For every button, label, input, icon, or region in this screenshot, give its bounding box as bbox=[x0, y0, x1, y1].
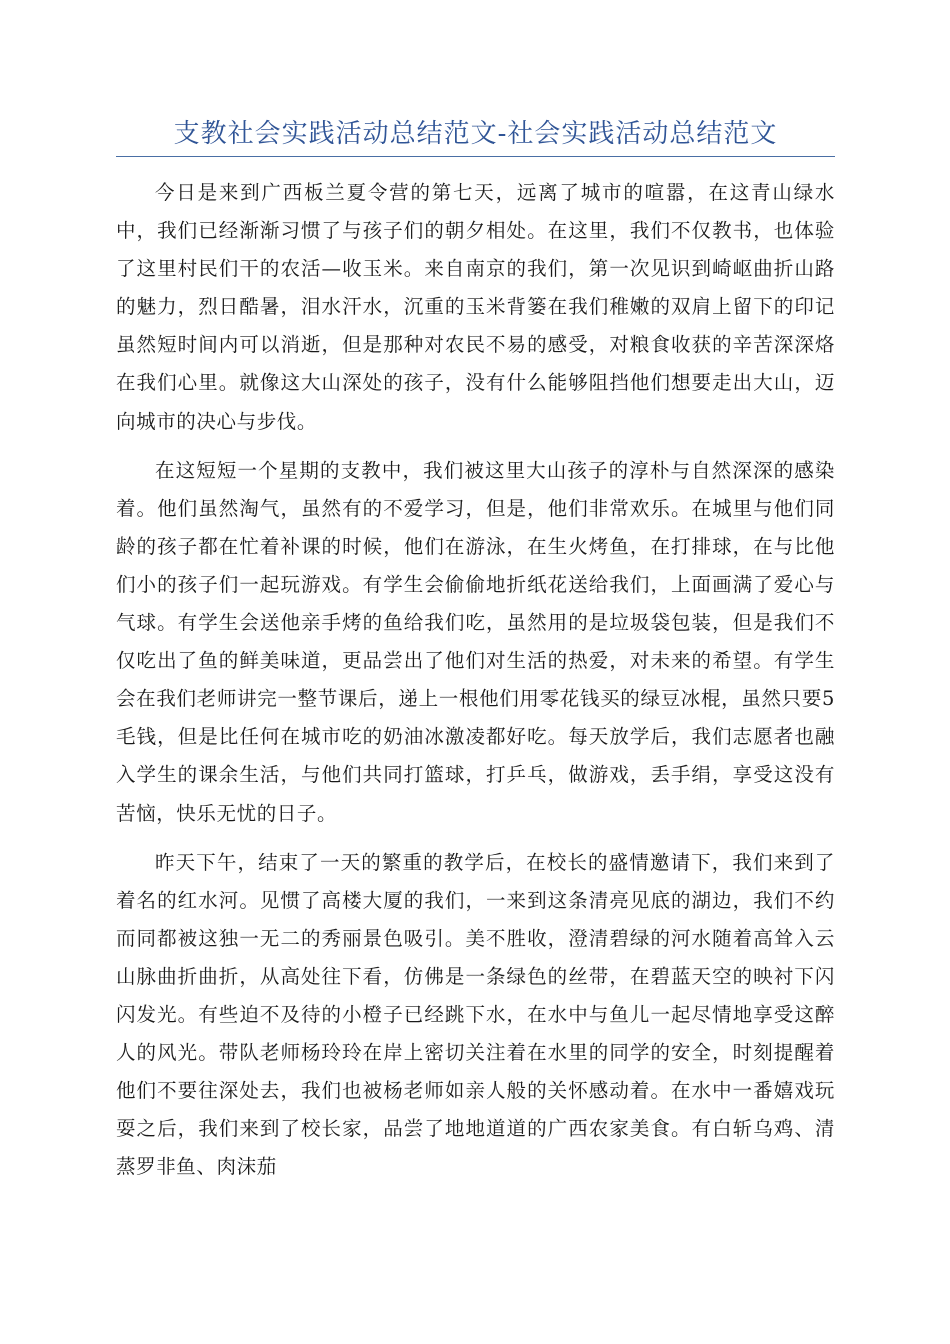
paragraph: 昨天下午，结束了一天的繁重的教学后，在校长的盛情邀请下，我们来到了着名的红水河。见惯了高楼大厦的我们，一来到这条清亮见底的湖边，我们不约而同都被这独一无二的秀丽景色吸引。美不胜收，澄清碧绿的河水随着高耸入云山脉曲折曲折，从高处往下看，仿佛是一条绿色的丝带，在碧蓝天空的映衬下闪闪发光。有些迫不及待的小橙子已经跳下水，在水中与鱼儿一起尽情地享受这醉人的风光。带队老师杨玲玲在岸上密切关注着在水里的同学的安全，时刻提醒着他们不要往深处去，我们也被杨老师如亲人般的关怀感动着。在水中一番嬉戏玩耍之后，我们来到了校长家，品尝了地地道道的广西农家美食。有白斩乌鸡、清蒸罗非鱼、肉沫茄 bbox=[116, 850, 835, 1179]
document-title: 支教社会实践活动总结范文-社会实践活动总结范文 bbox=[116, 112, 835, 157]
document-body bbox=[116, 174, 835, 1197]
paragraph: 在这短短一个星期的支教中，我们被这里大山孩子的淳朴与自然深深的感染着。他们虽然淘气，虽然有的不爱学习，但是，他们非常欢乐。在城里与他们同龄的孩子都在忙着补课的时候，他们在游泳，在生火烤鱼，在打排球，在与比他们小的孩子们一起玩游戏。有学生会偷偷地折纸花送给我们，上面画满了爱心与气球。有学生会送他亲手烤的鱼给我们吃，虽然用的是垃圾袋包装，但是我们不仅吃出了鱼的鲜美味道，更品尝出了他们对生活的热爱，对未来的希望。有学生会在我们老师讲完一整节课后，递上一根他们用零花钱买的绿豆冰棍，虽然只要5毛钱，但是比任何在城市吃的奶油冰激凌都好吃。每天放学后，我们志愿者也融入学生的课余生活，与他们共同打篮球，打乒乓，做游戏，丢手绢，享受这没有苦恼，快乐无忧的日子。 bbox=[116, 458, 835, 825]
paragraph: 今日是来到广西板兰夏令营的第七天，远离了城市的喧嚣，在这青山绿水中，我们已经渐渐习惯了与孩子们的朝夕相处。在这里，我们不仅教书，也体验了这里村民们干的农活—收玉米。来自南京的我们，第一次见识到崎岖曲折山路的魅力，烈日酷暑，泪水汗水，沉重的玉米背篓在我们稚嫩的双肩上留下的印记虽然短时间内可以消逝，但是那种对农民不易的感受，对粮食收获的辛苦深深烙在我们心里。就像这大山深处的孩子，没有什么能够阻挡他们想要走出大山，迈向城市的决心与步伐。 bbox=[116, 181, 835, 433]
